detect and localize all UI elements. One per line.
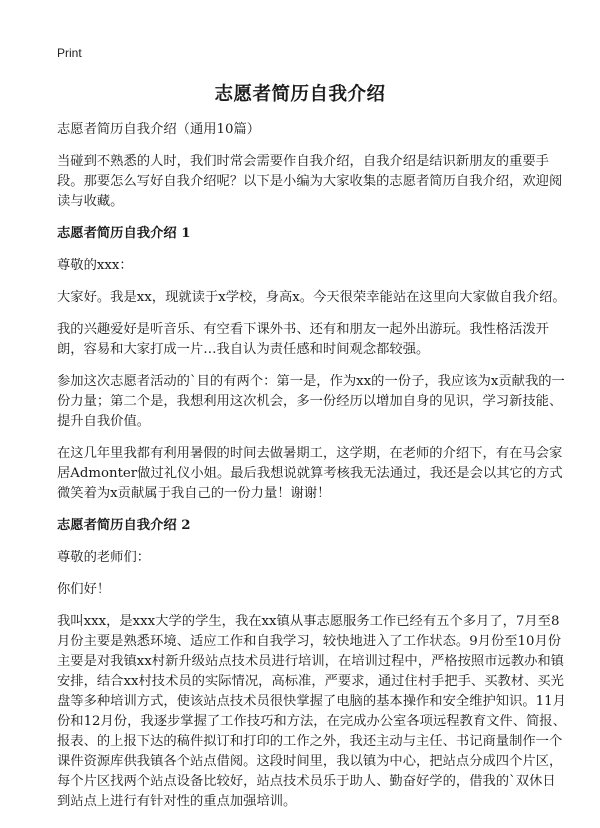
document-subtitle: 志愿者简历自我介绍（通用10篇）	[57, 122, 261, 137]
paragraph: 参加这次志愿者活动的`目的有两个：第一是，作为xx的一份子，我应该为x贡献我的一份力量；第二个是，我想利用这次机会，多一份经历以增加自身的见识，学习新技能、提升自我价值。	[57, 374, 565, 429]
paragraph: 我的兴趣爱好是听音乐、有空看下课外书、还有和朋友一起外出游玩。我性格活泼开朗，容易和大家打成一片…我自认为责任感和时间观念都较强。	[57, 322, 549, 357]
section-heading-1: 志愿者简历自我介绍 1	[57, 226, 191, 241]
salutation-1: 尊敬的xxx：	[57, 258, 133, 273]
document-body	[57, 120, 567, 824]
paragraph: 在这几年里我都有利用暑假的时间去做暑期工，这学期，在老师的介绍下，有在马会家居Admonter做过礼仪小姐。最后我想说就算考核我无法通过，我还是会以其它的方式微笑着为x贡献属于我自己的一份力量！谢谢！	[57, 446, 563, 501]
section-heading-2: 志愿者简历自我介绍 2	[57, 518, 191, 533]
paragraph: 我叫xxx，是xxx大学的学生，我在xx镇从事志愿服务工作已经有五个多月了，7月至8月份主要是熟悉环境、适应工作和自我学习，较快地进入了工作状态。9月份至10月份主要是对我镇xx村新升级站点技术员进行培训，在培训过程中，严格按照市远教办和镇安排，结合xx村技术员的实际情况，高标准，严要求，通过住村手把手、买教材、买光盘等多种培训方式，使该站点技术员很快掌握了电脑的基本操作和安全维护知识。11月份和12月份，我逐步掌握了工作技巧和方法，在完成办公室各项远程教育文件、简报、报表、的上报下达的稿件拟订和打印的工作之外，我还主动与主任、书记商量制作一个课件资源库供我镇各个站点借阅。这段时间里，我以镇为中心，把站点分成四个片区，每个片区找两个站点设备比较好，站点技术员乐于助人、勤奋好学的，借我的`双休日到站点上进行有针对性的重点加强培训。	[57, 614, 566, 809]
greeting: 你们好！	[57, 582, 111, 597]
intro-paragraph: 当碰到不熟悉的人时，我们时常会需要作自我介绍，自我介绍是结识新朋友的重要手段。那要怎么写好自我介绍呢？以下是小编为大家收集的志愿者简历自我介绍，欢迎阅读与收藏。	[57, 154, 563, 209]
page-title: 志愿者简历自我介绍	[214, 84, 386, 105]
paragraph: 大家好。我是xx，现就读于x学校，身高x。今天很荣幸能站在这里向大家做自我介绍。	[57, 290, 566, 305]
print-link[interactable]: Print	[57, 46, 82, 60]
salutation-2: 尊敬的老师们：	[57, 550, 151, 565]
